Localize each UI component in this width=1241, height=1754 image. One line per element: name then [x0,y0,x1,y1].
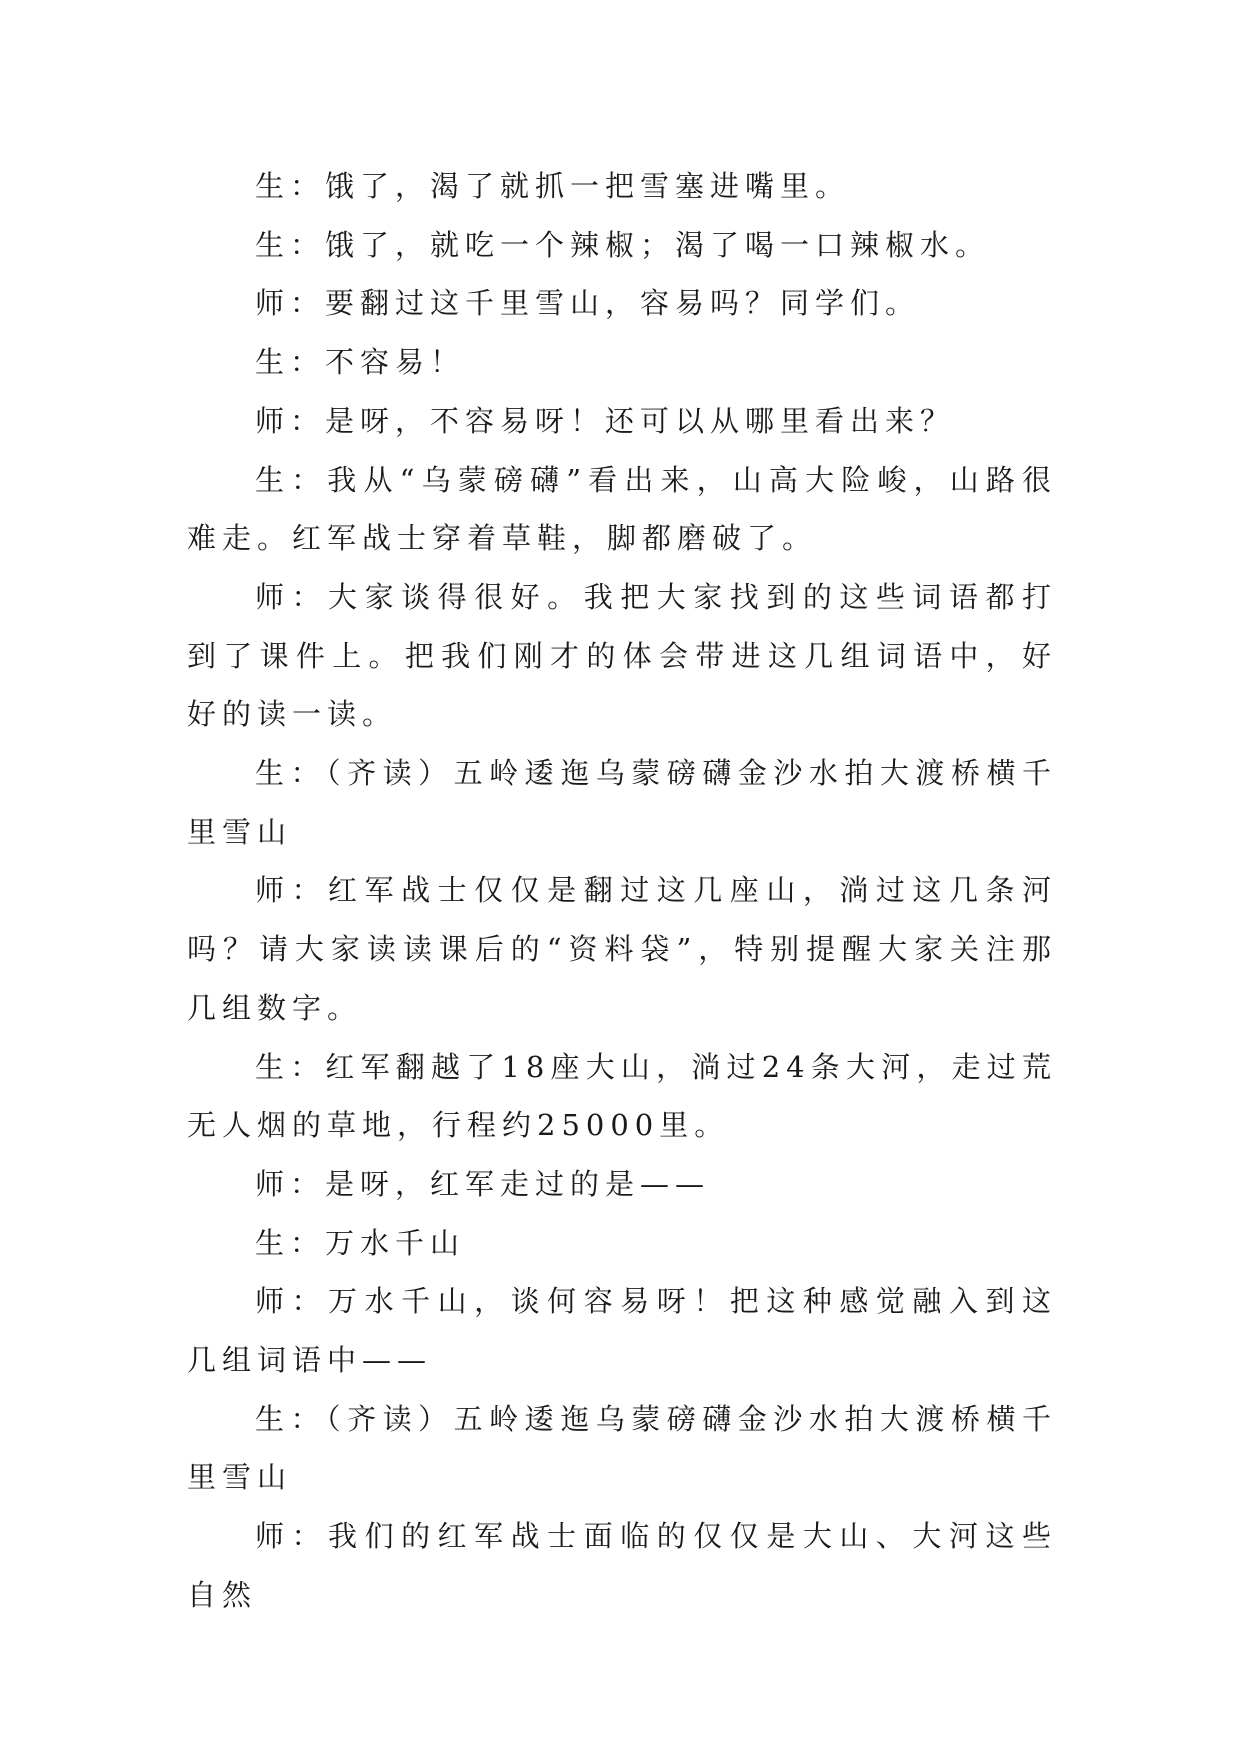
paragraph: 师：大家谈得很好。我把大家找到的这些词语都打到了课件上。把我们刚才的体会带进这几组词语中，好好的读一读。 [187,579,1057,732]
paragraph: 师：要翻过这千里雪山，容易吗？同学们。 [255,286,921,321]
paragraph: 生：不容易！ [255,345,466,380]
paragraph: 生：（齐读）五岭逶迤乌蒙磅礴金沙水拍大渡桥横千里雪山 [187,756,1057,849]
paragraph: 生：饿了，就吃一个辣椒；渴了喝一口辣椒水。 [255,227,991,262]
paragraph: 师：红军战士仅仅是翻过这几座山，淌过这几条河吗？请大家读读课后的“资料袋”，特别提醒大家关注那几组数字。 [187,873,1057,1025]
paragraph: 生：红军翻越了18座大山，淌过24条大河，走过荒无人烟的草地，行程约25000里。 [187,1049,1057,1143]
paragraph: 师：我们的红军战士面临的仅仅是大山、大河这些自然 [187,1519,1057,1612]
paragraph: 生：（齐读）五岭逶迤乌蒙磅礴金沙水拍大渡桥横千里雪山 [187,1401,1057,1495]
paragraph: 师：是呀，不容易呀！还可以从哪里看出来？ [255,403,956,438]
document-body [187,157,1057,1625]
paragraph: 生：饿了，渴了就抓一把雪塞进嘴里。 [255,169,851,203]
paragraph: 师：是呀，红军走过的是—— [255,1166,711,1201]
paragraph: 生：我从“乌蒙磅礴”看出来，山高大险峻，山路很难走。红军战士穿着草鞋，脚都磨破了。 [187,462,1057,556]
paragraph: 师：万水千山，谈何容易呀！把这种感觉融入到这几组词语中—— [187,1284,1057,1378]
paragraph: 生：万水千山 [255,1225,466,1260]
